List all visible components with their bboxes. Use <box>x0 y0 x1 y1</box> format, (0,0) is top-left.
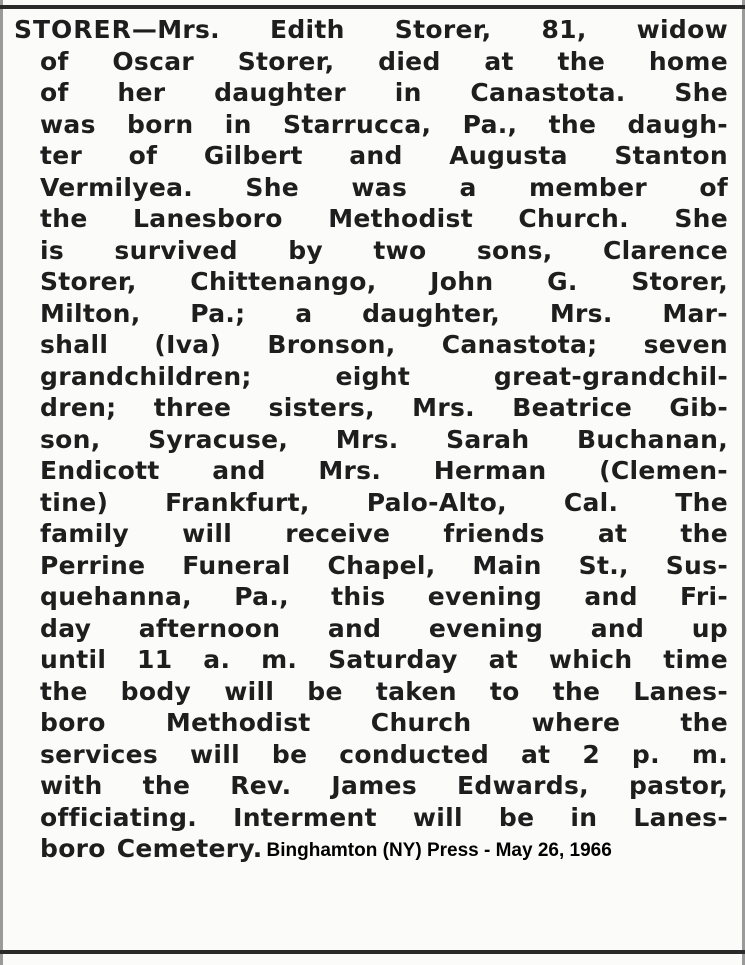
obituary-line: Vermilyea. She was a member of <box>40 172 728 202</box>
obituary-line: Endicott and Mrs. Herman (Clemen- <box>40 456 728 485</box>
obituary-column <box>14 14 728 865</box>
obituary-line: tine) Frankfurt, Palo-Alto, Cal. The <box>40 487 728 517</box>
obituary-final-line <box>14 833 728 865</box>
obituary-line: was born in Starrucca, Pa., the daugh- <box>40 109 728 139</box>
obituary-line: the Lanesboro Methodist Church. She <box>40 204 728 233</box>
obituary-line: of her daughter in Canastota. She <box>40 78 728 107</box>
obituary-line: Perrine Funeral Chapel, Main St., Sus- <box>40 550 728 580</box>
obituary-line: quehanna, Pa., this evening and Fri- <box>40 582 728 611</box>
obituary-line: is survived by two sons, Clarence <box>40 235 728 265</box>
obituary-line: grandchildren; eight great-grandchil- <box>40 361 728 391</box>
source-credit: Binghamton (NY) Press - May 26, 1966 <box>266 840 612 861</box>
obituary-line: son, Syracuse, Mrs. Sarah Buchanan, <box>40 424 728 454</box>
bottom-rule <box>0 950 745 954</box>
obituary-line: family will receive friends at the <box>40 519 728 548</box>
obituary-line-text: boro Cemetery. <box>40 834 263 863</box>
obituary-line: until 11 a. m. Saturday at which time <box>40 645 728 674</box>
obituary-line: boro Methodist Church where the <box>40 708 728 737</box>
obituary-line: Storer, Chittenango, John G. Storer, <box>40 267 728 296</box>
obituary-line: ter of Gilbert and Augusta Stanton <box>40 141 728 170</box>
obituary-line: officiating. Interment will be in Lanes- <box>40 802 728 832</box>
obituary-line: day afternoon and evening and up <box>40 613 728 643</box>
obituary-line: shall (Iva) Bronson, Canastota; seven <box>40 330 728 359</box>
obituary-line-text: —Mrs. Edith Storer, 81, widow <box>131 15 728 44</box>
top-rule <box>0 5 745 9</box>
obituary-line: Milton, Pa.; a daughter, Mrs. Mar- <box>40 298 728 328</box>
obituary-line: dren; three sisters, Mrs. Beatrice Gib- <box>40 393 728 422</box>
obituary-line: with the Rev. James Edwards, pastor, <box>40 771 728 800</box>
obituary-line: the body will be taken to the Lanes- <box>40 676 728 706</box>
obituary-line: of Oscar Storer, died at the home <box>40 46 728 76</box>
obituary-lead-name: STORER <box>14 15 132 44</box>
obituary-line <box>14 14 728 46</box>
left-edge-shadow <box>0 0 3 965</box>
obituary-line: services will be conducted at 2 p. m. <box>40 739 728 769</box>
